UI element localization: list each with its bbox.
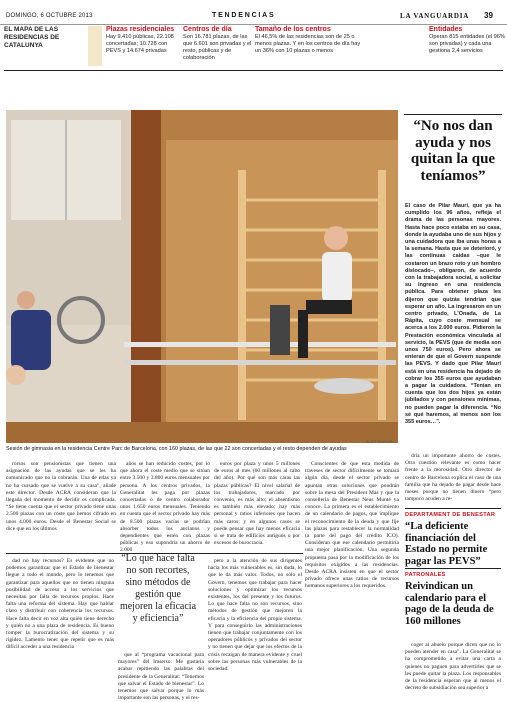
stat-body: Hay 9.410 públicas, 22.108 concertadas; 10.728 con PEVS y 14.674 privadas — [106, 34, 174, 54]
stat-title: Centros de día — [183, 26, 232, 33]
stat-tamano — [255, 26, 367, 68]
stat-title: Entidades — [429, 26, 463, 33]
strip-divider — [4, 70, 503, 71]
photo-caption: Sesión de gimnasia en la residencia Centre Parc de Barcelona, con 160 plazas, de las que 22 son concertadas y el resto dependen de ayudas — [6, 446, 347, 452]
stat-plazas — [106, 26, 178, 68]
article-text: rorsos son pensionistas que tienen una asignación de las ayudas que se les ha comunicado que no la cobrarán. Una de ellas ya no ha cursado que se vuelve a su casa”, añade este director. Desde ACRA consideran que la llegada del momento de decidir es complicada. “Se tiene cuenta que el sector privado tiene unas 2.500 plazas con un coste que hemos cifrado en unos 4.000 euros. Desde el Benestar Social se dice que en los últimos — [6, 461, 116, 532]
sidebar2-rule — [405, 568, 501, 569]
gym-photo — [6, 110, 398, 443]
section-name: TENDENCIAS — [212, 12, 276, 19]
photo-illustration — [6, 110, 398, 443]
sidebar1-headline: “La deficiente financiación del Estado no permite pagar las PEVS” — [405, 521, 488, 567]
sidebar2-headline: Reivindican un calendario para el pago de la deuda de 160 millones — [405, 581, 494, 627]
article-column-4 — [305, 461, 399, 698]
sidebar2-body — [405, 642, 501, 698]
article-text: peto a la atención de sus dirigentes hacia los más vulnerables es, sin duda, lo que le da más valor. Todos, no sólo el Govern, tenemos que trabajar para hacer soluciones y optimizar los recursos existentes, los del presente y los futuros. Lo que hace falta no son recursos, sino métodos de gestión que mejoren la eficacia y la eficiencia del propio sistema. Y para conseguirlo las administraciones tienen que trabajar conjuntamente con los operadores públicos y privados del sector y no tienen que dejar que los efectos de la crisis recaigan de manera evidente y cruel sobre las personas más vulnerables de la sociedad. — [208, 558, 302, 673]
article-text: coger al abuelo porque dicen que no lo pueden atender en casa”. La Generalitat se ha comprometido a evitar una carta a quienes no paguen para advertirles que se les puede quitar la plaza. Los responsables de la residencia esperan que al menos el decreto de subsidiación sea superior a — [405, 642, 501, 692]
quote-body: El caso de Pilar Mauri, que ya ha cumplido los 96 años, refleja el drama de las personas mayores. Hasta hace poco estaba en su casa, donde la ayudaba uno de sus hijos y una cuidadora que iba unas horas a la semana. Hasta que se deterioró, y las continuas caídas –que le costaron un brazo roto y un hombro dislocado–, obligaron, de acuerdo con la trabajadora social, a solicitar su ingreso en una residencia pública. Para obtener plaza les dijeron que quizás tendrían que esperar un año. La ingresaron en un centro privado, L'Onada, de La Rápita, cuyo coste mensual se acerca a los 2.000 euros. Pidieron la Prestación económica vinculada al servicio, la PEVS (que de media son unos 750 euros). Pero ahora se enteran de que el Govern suspende las PEVS. Y dado que Pilar Mauri está en una residencia ha dejado de cobrar los 355 euros que ayudaban a pagar la cuidadora. “Tenían en cuenta que los dos hijos ya están jubilados y con pensiones mínimas, no pueden pagar la diferencia. “No sé qué haremos, al menos son los 355 euros…”. — [405, 203, 501, 426]
newspaper-name: LA VANGUARDIA — [400, 12, 470, 20]
article-column-5 — [405, 453, 501, 505]
stat-entidades — [429, 26, 505, 68]
article-text: euros por plaza y unos 5 millones de euros al mes (60 millones al cabo del año). Por qué son más caras las plazas públicas? El nivel salarial de los trabajadores, marcado por convenio, es más alto; el absentismo es también más elevado; hay más personal y ratios inferiores que hacen más caros; y en algunos casos se puede pensar que hay menos eficacia si se trata de edificios antiguos o por excesos de burocracia. — [214, 461, 300, 547]
article-text: dad no hay recursos? Es evidente que no podemos garantizar que el Estado de bienestar llegue a todo el mundo, pero lo tenemos que garantizar para aquellos que no tienen ninguna posibilidad de acceso a los servicios que necesitan por falta de recursos propios. Hace falta una reforma del sistema. Hay que hablar claro y distribuir con coherencia los recursos. Hace falta decir en voz alta quién tiene derecho y quién no a una plaza de residencia. Es bueno romper la burocratización del sistema y su rigidez. Lamento tener que repetir que es más difícil acceder a una residencia — [6, 558, 114, 651]
article-column-1 — [6, 461, 116, 553]
article-text: años se han reducido costes, por lo que ahora el coste medio que se sitúan entre 3.500 y 3.800 euros mensuales por persona. A los centros privados, la Generalitat les paga por plazas concertadas o de centro colaborador unos 1.650 euros mensuales. Teniendo en cuenta que el sector privado hay más de 8.500 plazas vacías se podrían absorber todos los ancianos y dependientes que estén con plazas públicas y eso supondría un ahorro de 2.000 — [120, 461, 210, 554]
map-graphic — [88, 26, 102, 66]
article-text: Conscientes de que esta medida de traveses de sector difícilmente se tomará algún día, desde el sector privado se apuntan otras soluciones que pondrán sobre la mesa del President Mas y que la conselleria de Benestar Neus Munté ya conoce. La primera es el establecimiento de un calendario de pagos, que implique el reconocimiento de la deuda y que fije las plazas para restablecer la normalidad (a parte del pago del crédito ICO). Consideran que ese calendario permitiría una mejor planificación. Una segunda propuesta pasa por la modificación de los requisitos exigidos a las residencias. Desde ACRA insisten en que el sector privado ofrece unas ratios de recursos humanos superiores a los requeridos. — [305, 461, 399, 590]
stat-body: Operan 815 entidades (el 96% son privadas) y cada una gestiona 2,4 servicios — [429, 34, 505, 54]
stat-title: Tamaño de los centros — [255, 26, 331, 33]
quote-top-rule — [404, 114, 502, 115]
sidebar2-kicker: PATRONALES — [405, 572, 446, 578]
stat-title: Plazas residenciales — [106, 26, 175, 33]
article-text: dría un importante ahorro de costes. Otra cuestión relevante es como hacer frente a la morosidad. Otro director de centro de Barcelona explica el caso de una familia que ha dejado de pagar desde hace meses porque no tienen dinero “pero tampoco acuden a re- — [405, 453, 501, 503]
opinion-column-1 — [6, 558, 114, 698]
pull-quote: “Lo que hace falta no son recortes, sino métodos de gestión que mejoren la eficacia y eficiencia” — [119, 553, 197, 624]
issue-date: DOMINGO, 6 OCTUBRE 2013 — [6, 13, 93, 19]
page-number: 39 — [484, 11, 493, 20]
photo-credit: ÁLEX GARCIA — [366, 439, 393, 444]
page-header — [0, 0, 507, 25]
stat-body: El 46,5% de las residencias son de 25 o menos plazas. Y en los centros de día hay un 36% con 10 plazas o menos — [255, 34, 361, 54]
map-title: EL MAPA DE LAS RESIDENCIAS DE CATALUNYA — [4, 26, 60, 49]
stat-body: Son 16.781 plazas, de las que 6.601 son privadas y el resto, públicas y de colaboración — [183, 34, 252, 61]
article-column-2 — [120, 461, 210, 553]
opinion-column-2 — [118, 652, 204, 702]
opinion-column-3 — [208, 558, 302, 698]
article-text: que al “programa vacacional para mayores” del Imserso. Me gustaría acabar repitiendo las palabras del presidente de la Generalitat: “Tenemos que salvar el Estado de bienestar”. Lo tenemos que salvar porque lo más importante son las personas, y el res- — [118, 652, 204, 702]
sidebar1-rule — [405, 508, 501, 509]
quote-headline: “No nos dan ayuda y nos quitan la que teníamos” — [410, 118, 496, 184]
sidebar1-kicker: DEPARTAMENT DE BENESTAR — [405, 512, 496, 518]
stat-centros — [183, 26, 253, 68]
article-column-3 — [214, 461, 300, 553]
